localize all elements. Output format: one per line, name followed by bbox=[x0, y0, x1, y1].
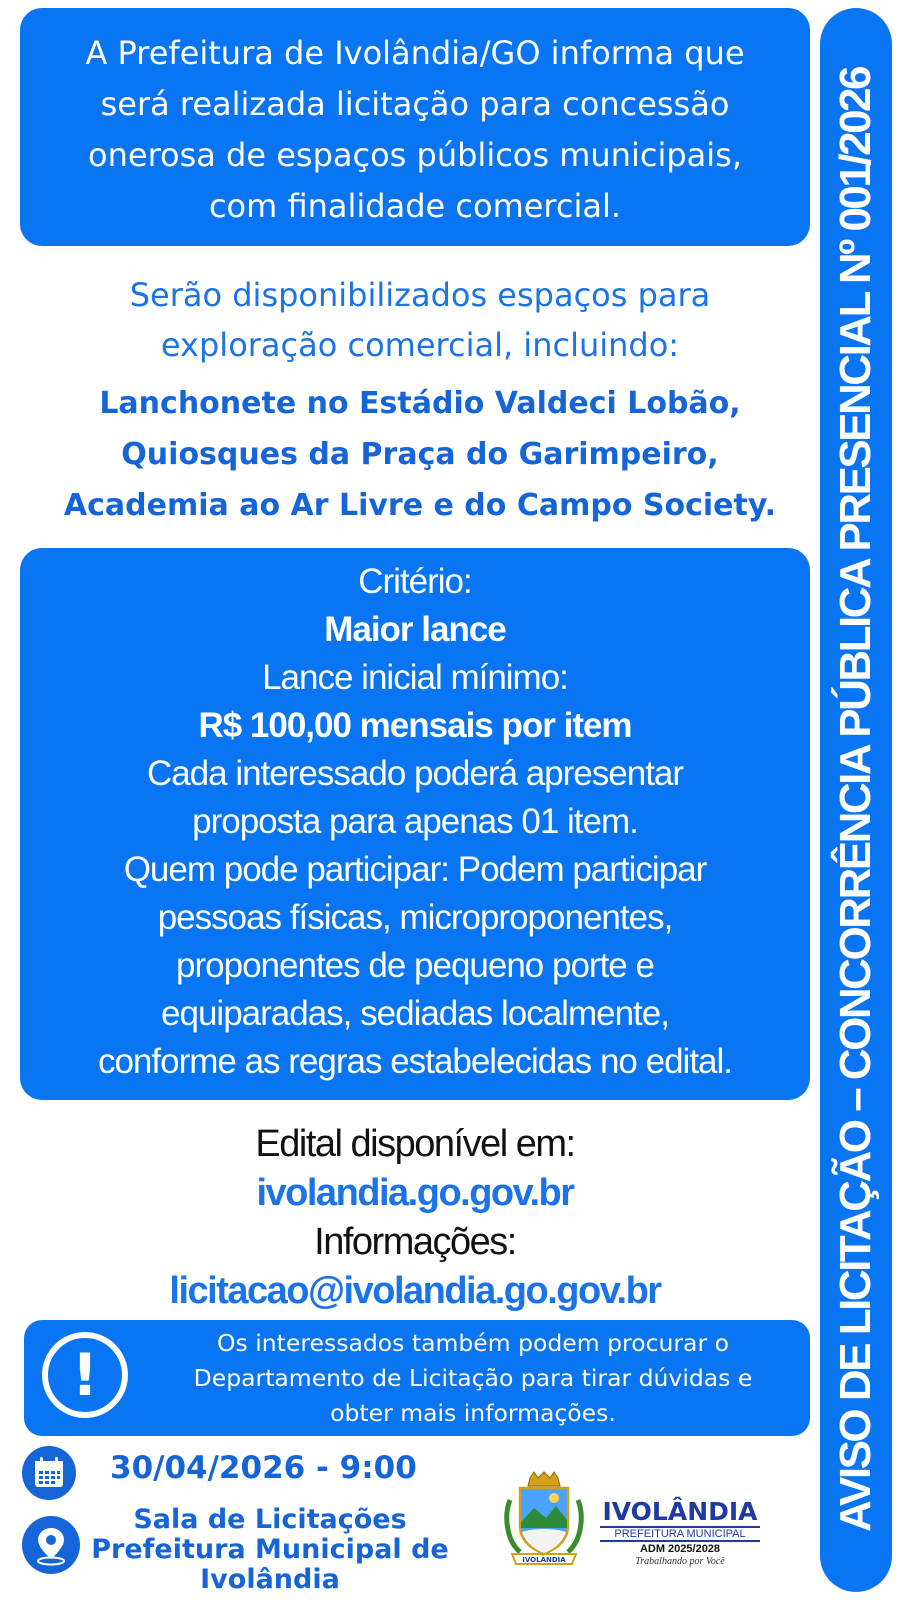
terms-line: proponentes de pequeno porte e bbox=[176, 946, 654, 985]
calendar-icon bbox=[22, 1446, 76, 1500]
municipal-crest-icon bbox=[502, 1470, 586, 1570]
terms-line: Quem pode participar: Podem participar bbox=[123, 850, 707, 889]
criterion-value: Maior lance bbox=[324, 610, 506, 649]
min-bid-value: R$ 100,00 mensais por item bbox=[198, 706, 632, 745]
intro-box bbox=[20, 8, 810, 246]
criterion-label: Critério: bbox=[358, 562, 472, 601]
terms-line: pessoas físicas, microproponentes, bbox=[157, 898, 673, 937]
side-banner-text: AVISO DE LICITAÇÃO – CONCORRÊNCIA PÚBLICA PRESENCIAL Nº 001/2026 bbox=[831, 68, 880, 1532]
terms-line: Cada interessado poderá apresentar bbox=[146, 754, 684, 793]
offer-lead-line: exploração comercial, incluindo: bbox=[160, 326, 680, 364]
notice-text bbox=[136, 1326, 810, 1431]
info-label: Informações: bbox=[314, 1221, 516, 1263]
crest-ribbon-text: IVOLÂNDIA bbox=[522, 1556, 566, 1564]
terms-line: conforme as regras estabelecidas no edital. bbox=[97, 1042, 733, 1081]
terms-line: equiparadas, sediadas localmente, bbox=[161, 994, 669, 1033]
event-date: 30/04/2026 - 9:00 bbox=[110, 1450, 417, 1486]
brand-name: IVOLÂNDIA bbox=[602, 1497, 758, 1526]
terms-box bbox=[20, 548, 810, 1100]
offer-lead-line: Serão disponibilizados espaços para bbox=[129, 276, 711, 314]
venue-line: Ivolândia bbox=[200, 1564, 340, 1595]
brand-administration: ADM 2025/2028 bbox=[639, 1543, 721, 1555]
edital-label: Edital disponível em: bbox=[255, 1123, 575, 1165]
email-link[interactable]: licitacao@ivolandia.go.gov.br bbox=[169, 1270, 661, 1312]
brand-logo bbox=[594, 1498, 766, 1568]
notice-box bbox=[24, 1320, 810, 1436]
notice-line: Departamento de Licitação para tirar dúvidas e bbox=[193, 1364, 753, 1392]
brand-subtitle: PREFEITURA MUNICIPAL bbox=[600, 1526, 760, 1542]
offer-item: Quiosques da Praça do Garimpeiro, bbox=[121, 437, 719, 472]
exclamation-icon: ! bbox=[42, 1332, 128, 1418]
edital-section bbox=[20, 1120, 810, 1316]
intro-line: A Prefeitura de Ivolândia/GO informa que bbox=[85, 34, 745, 72]
intro-line: será realizada licitação para concessão bbox=[100, 85, 730, 123]
terms-line: proposta para apenas 01 item. bbox=[192, 802, 638, 841]
website-link[interactable]: ivolandia.go.gov.br bbox=[256, 1172, 574, 1214]
brand-slogan: Trabalhando por Você bbox=[635, 1556, 725, 1567]
offer-items bbox=[20, 378, 820, 531]
offer-item: Lanchonete no Estádio Valdeci Lobão, bbox=[99, 386, 741, 421]
notice-line: obter mais informações. bbox=[330, 1399, 616, 1427]
offer-item: Academia ao Ar Livre e do Campo Society. bbox=[63, 488, 777, 523]
notice-line: Os interessados também podem procurar o bbox=[217, 1329, 729, 1357]
min-bid-label: Lance inicial mínimo: bbox=[262, 658, 568, 697]
venue-line: Sala de Licitações bbox=[133, 1504, 407, 1535]
intro-line: com finalidade comercial. bbox=[208, 187, 622, 225]
intro-line: onerosa de espaços públicos municipais, bbox=[88, 136, 742, 174]
venue-line: Prefeitura Municipal de bbox=[91, 1534, 449, 1565]
venue bbox=[70, 1505, 470, 1595]
offer-lead bbox=[20, 270, 820, 370]
